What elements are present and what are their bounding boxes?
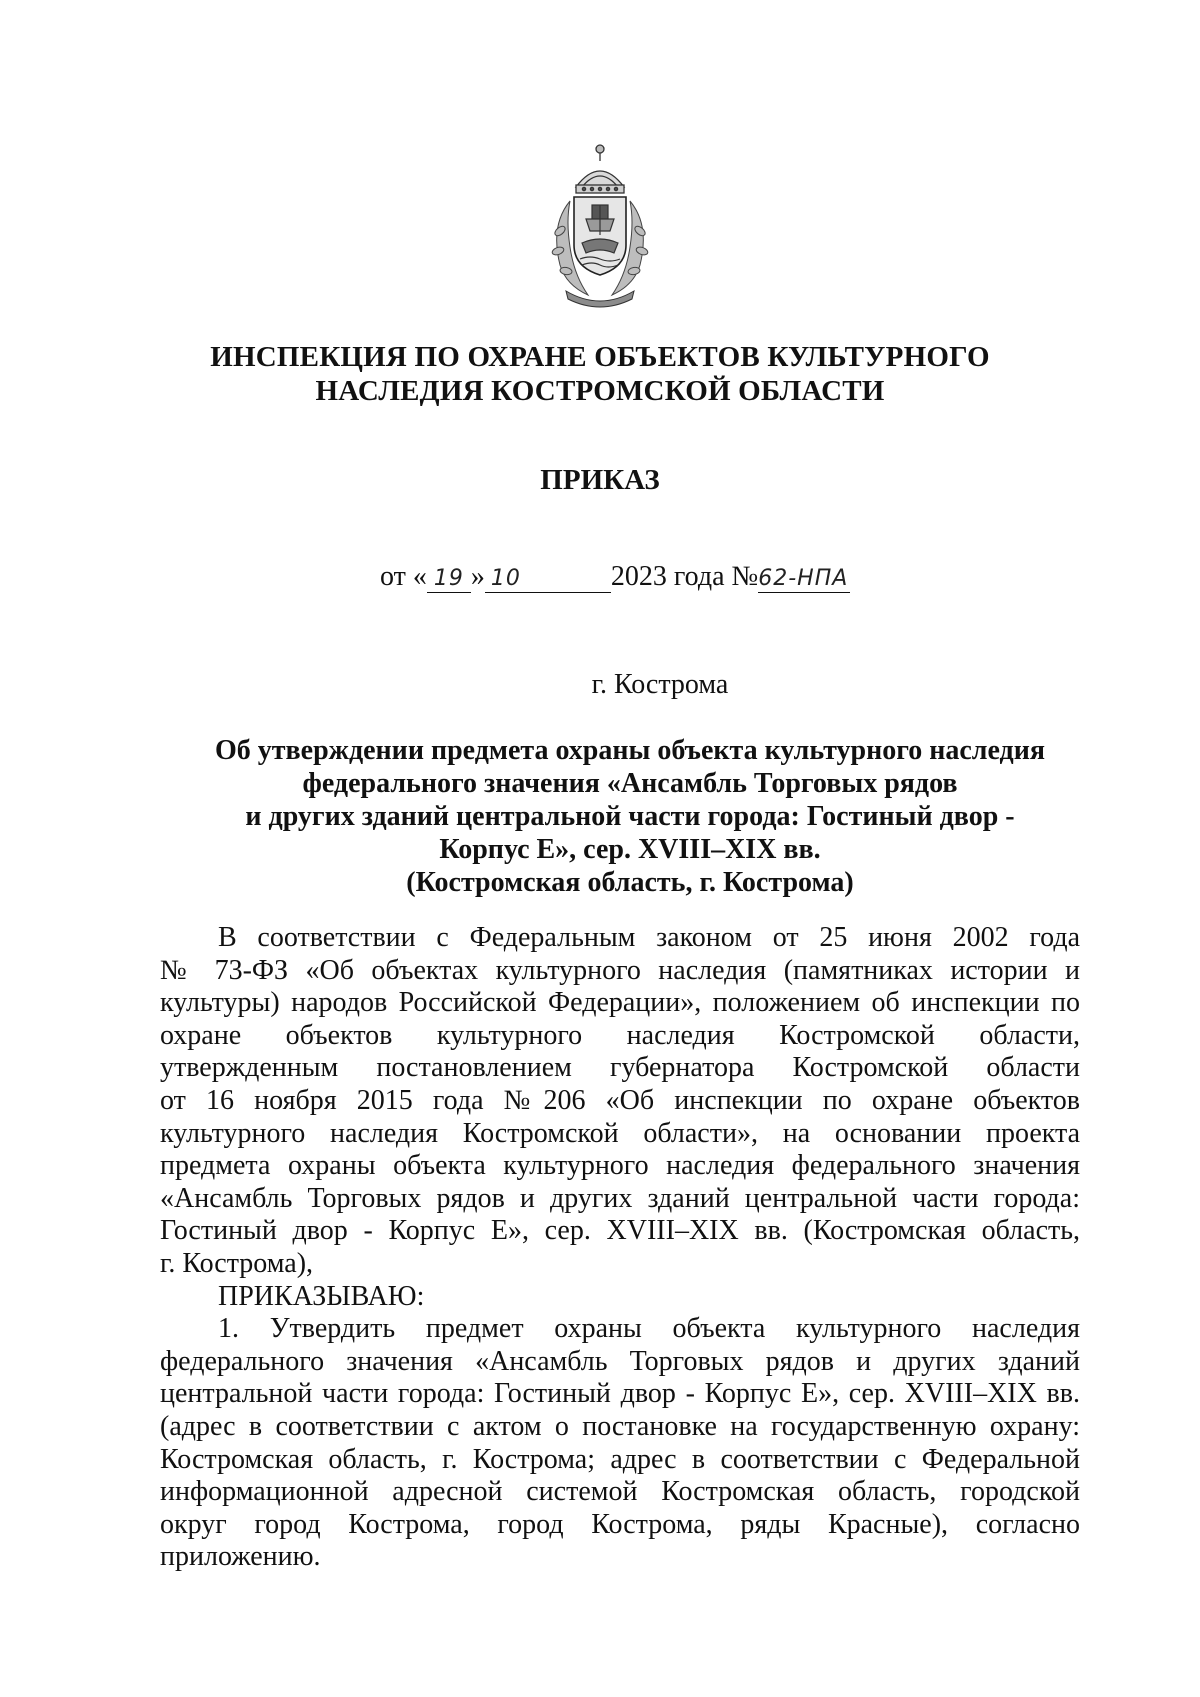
date-number-line	[380, 560, 980, 594]
item-1-line: 1. Утвердить предмет охраны объекта культурного наследия	[218, 1313, 1080, 1345]
document-subject	[180, 734, 1080, 899]
subject-line: Корпус Е», сер. XVIII–XIX вв.	[439, 834, 821, 865]
item-1-line: округ город Кострома, город Кострома, ряды Красные), согласно	[160, 1508, 1080, 1540]
subject-line: Об утверждении предмета охраны объекта культурного наследия	[215, 735, 1045, 766]
subject-line: и других зданий центральной части города: Гостиный двор -	[245, 801, 1015, 832]
preamble-line: культурного наследия Костромской области», на основании проекта	[160, 1117, 1080, 1149]
item-1-line: центральной части города: Гостиный двор - Корпус Е», сер. XVIII–XIX вв.	[160, 1378, 1080, 1410]
preamble-line: от 16 ноября 2015 года №206 «Об инспекции по охране объектов	[160, 1084, 1080, 1116]
coat-of-arms-emblem	[536, 135, 664, 313]
handwritten-order-number: 62-НПА	[758, 566, 849, 591]
date-prefix: от «	[380, 561, 427, 592]
subject-line: (Костромская область, г. Кострома)	[406, 867, 854, 898]
handwritten-day: 19	[427, 566, 471, 593]
preamble-line: г. Кострома),	[160, 1247, 314, 1279]
preamble-line: культуры) народов Российской Федерации», положением об инспекции по	[160, 987, 1080, 1019]
order-word: ПРИКАЗЫВАЮ:	[218, 1280, 425, 1312]
date-mid: »	[470, 561, 485, 592]
city: г. Кострома	[591, 669, 729, 700]
preamble-line: В соответствии с Федеральным законом от 25 июня 2002 года	[218, 922, 1080, 953]
handwritten-month: 10	[485, 566, 611, 593]
item-1-line: приложению.	[160, 1541, 321, 1573]
document-type: ПРИКАЗ	[540, 464, 660, 496]
preamble-line: Гостиный двор - Корпус Е», сер. XVIII–XIX вв. (Костромская область,	[160, 1215, 1080, 1247]
item-1-line: информационной адресной системой Костромская область, городской	[160, 1476, 1080, 1508]
org-line-2: НАСЛЕДИЯ КОСТРОМСКОЙ ОБЛАСТИ	[315, 375, 885, 407]
year-text: 2023 года №	[610, 561, 759, 592]
preamble-line: «Ансамбль Торговых рядов и других зданий центральной части города:	[160, 1182, 1080, 1214]
item-1-line: Костромская область, г. Кострома; адрес в соответствии с Федеральной	[160, 1443, 1080, 1475]
org-line-1: ИНСПЕКЦИЯ ПО ОХРАНЕ ОБЪЕКТОВ КУЛЬТУРНОГО	[210, 341, 990, 373]
preamble-line: предмета охраны объекта культурного наследия федерального значения	[160, 1150, 1080, 1182]
issuing-organization	[160, 340, 1040, 408]
item-1-line: (адрес в соответствии с актом о постановке на государственную охрану:	[160, 1410, 1080, 1442]
preamble-line: охране объектов культурного наследия Костромской области,	[160, 1019, 1080, 1051]
subject-line: федерального значения «Ансамбль Торговых рядов	[302, 768, 958, 799]
document-body	[160, 922, 1080, 1574]
preamble-line: № 73-ФЗ «Об объектах культурного наследия (памятниках истории и	[160, 954, 1080, 986]
preamble-line: утвержденным постановлением губернатора Костромской области	[160, 1052, 1080, 1084]
item-1-line: федерального значения «Ансамбль Торговых рядов и других зданий	[160, 1345, 1080, 1377]
